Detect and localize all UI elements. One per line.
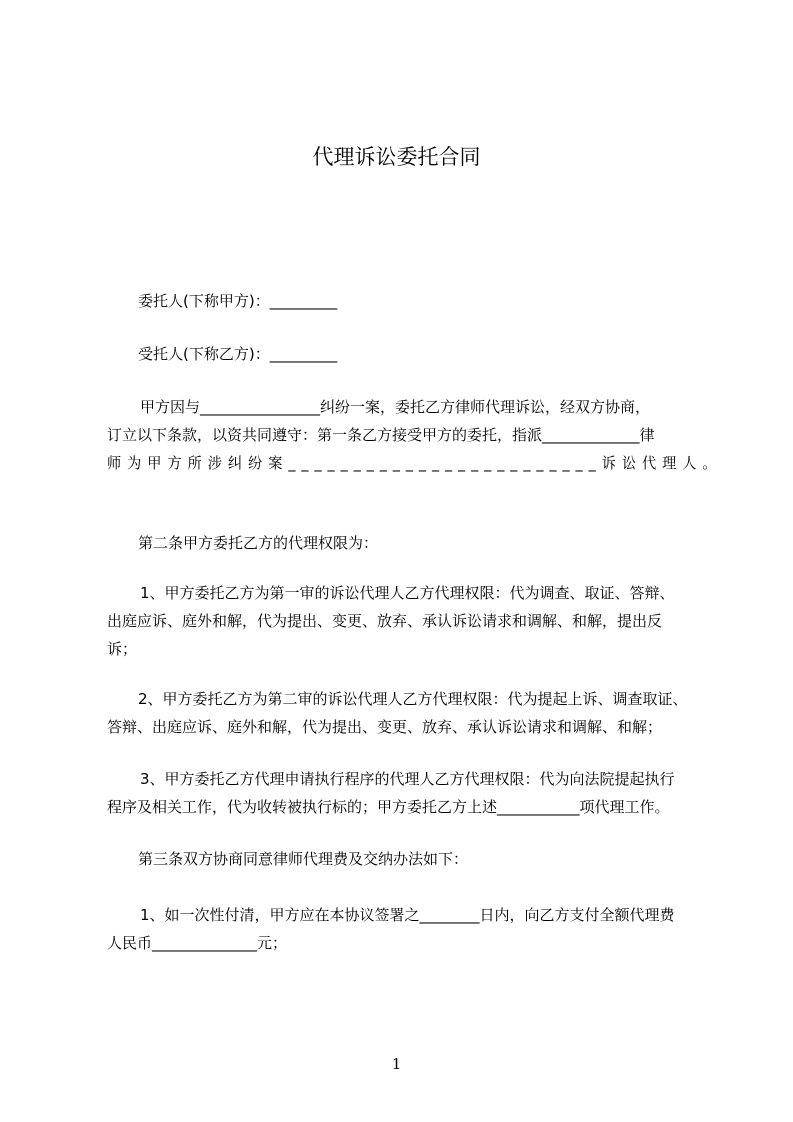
document-title: 代理诉讼委托合同 bbox=[312, 145, 481, 169]
article-3-heading: 第三条双方协商同意律师代理费及交纳办法如下： bbox=[138, 850, 469, 868]
preamble-line-2: 订立以下条款，以资共同遵守：第一条乙方接受甲方的委托，指派_____________律 bbox=[107, 426, 655, 444]
preamble-line-3: 师为甲方所涉纠纷案________________________诉讼代理人。 bbox=[107, 454, 723, 472]
clause-3-1-line-2: 人民币______________元； bbox=[107, 934, 288, 952]
clause-2-2-line-1: 2、甲方委托乙方为第二审的诉讼代理人乙方代理权限：代为提起上诉、调查取证、 bbox=[138, 690, 688, 708]
clause-2-3-line-1: 3、甲方委托乙方代理申请执行程序的代理人乙方代理权限：代为向法院提起执行 bbox=[140, 770, 675, 788]
principal-line: 委托人(下称甲方)：_________ bbox=[138, 292, 338, 310]
clause-3-1-line-1: 1、如一次性付清，甲方应在本协议签署之________日内，向乙方支付全额代理费 bbox=[140, 906, 675, 924]
preamble-line-1: 甲方因与________________纠纷一案，委托乙方律师代理诉讼，经双方协商， bbox=[140, 398, 651, 416]
clause-2-2-line-2: 答辩、出庭应诉、庭外和解，代为提出、变更、放弃、承认诉讼请求和调解、和解； bbox=[107, 718, 663, 736]
clause-2-1-line-2: 出庭应诉、庭外和解，代为提出、变更、放弃、承认诉讼请求和调解、和解，提出反 bbox=[107, 612, 663, 630]
article-2-heading: 第二条甲方委托乙方的代理权限为： bbox=[138, 534, 379, 552]
page-number: 1 bbox=[391, 1055, 402, 1073]
clause-2-1-line-3: 诉； bbox=[107, 640, 138, 658]
agent-line: 受托人(下称乙方)：_________ bbox=[138, 345, 338, 363]
clause-2-3-line-2: 程序及相关工作，代为收转被执行标的；甲方委托乙方上述___________项代理工作。 bbox=[107, 798, 670, 816]
clause-2-1-line-1: 1、甲方委托乙方为第一审的诉讼代理人乙方代理权限：代为调查、取证、答辩、 bbox=[140, 584, 675, 602]
